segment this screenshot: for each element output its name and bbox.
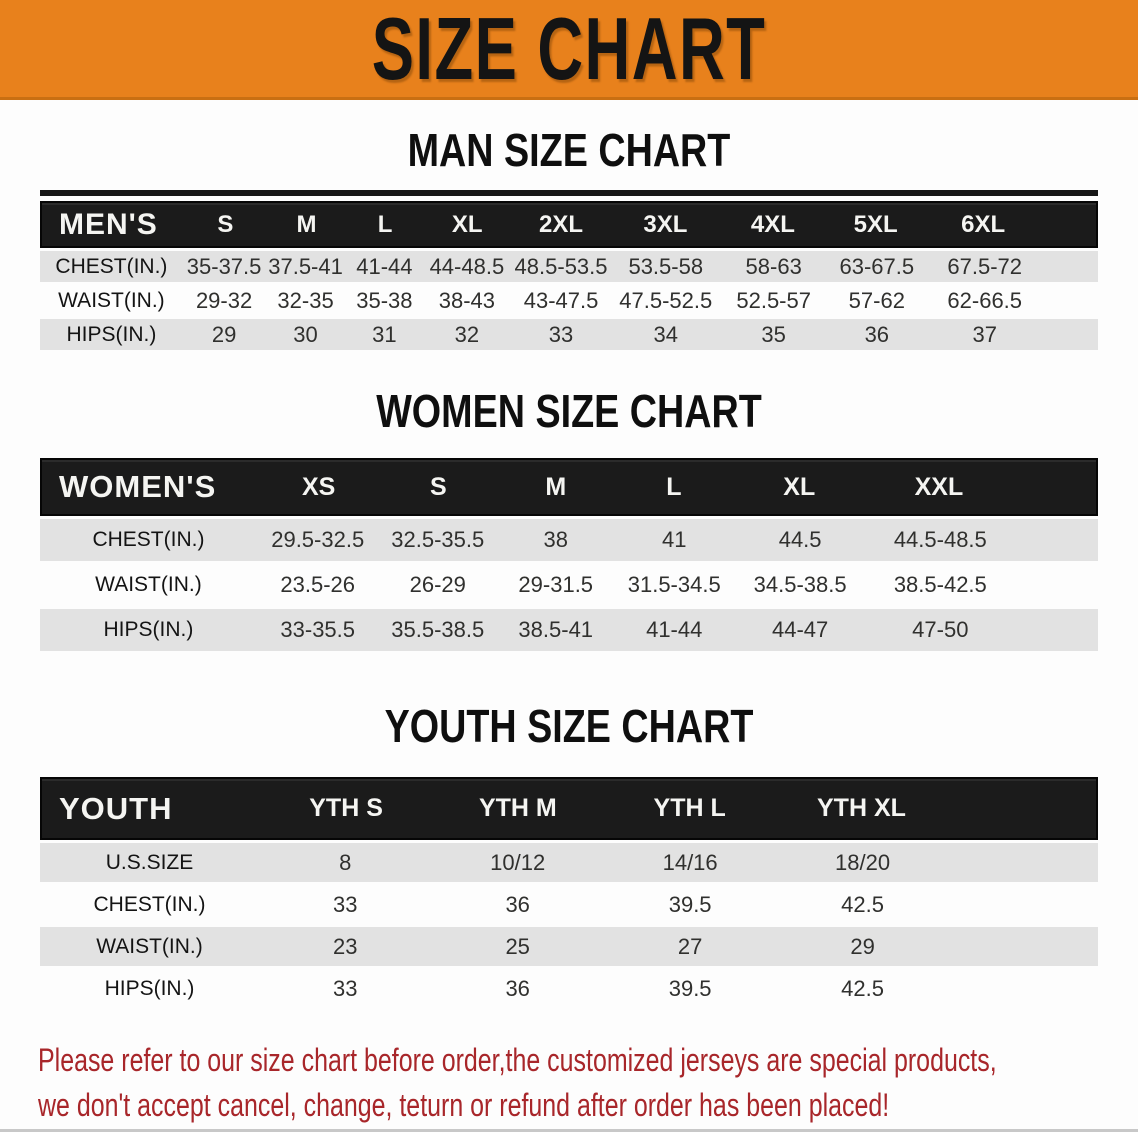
table-row [40, 927, 1098, 966]
column-header: M [296, 210, 317, 238]
disclaimer-line-1: Please refer to our size chart before order,the customized jerseys are special products, [38, 1042, 997, 1078]
table-row [40, 885, 1098, 924]
table-row [40, 969, 1098, 1008]
column-header: 2XL [539, 210, 584, 238]
size-cell: 18/20 [835, 849, 891, 875]
row-label: CHEST(IN.) [55, 254, 168, 278]
table-row [40, 285, 1098, 316]
size-cell: 58-63 [745, 253, 802, 279]
column-header: L [377, 210, 393, 238]
size-cell: 57-62 [848, 287, 905, 313]
size-cell: 62-66.5 [947, 287, 1023, 313]
column-header: 4XL [750, 210, 795, 238]
size-cell: 23 [332, 933, 358, 959]
youth-group-label: YOUTH [59, 790, 173, 826]
size-cell: 44.5-48.5 [893, 527, 987, 552]
women-section [0, 385, 1138, 651]
size-cell: 29 [211, 321, 237, 347]
table-row [40, 319, 1098, 350]
size-cell: 52.5-57 [736, 287, 811, 313]
size-cell: 29.5-32.5 [271, 527, 365, 552]
size-cell: 35.5-38.5 [391, 617, 485, 642]
size-cell: 34 [653, 321, 678, 347]
women-size-table [40, 458, 1098, 651]
size-cell: 67.5-72 [947, 253, 1023, 279]
size-cell: 48.5-53.5 [514, 253, 608, 279]
women-table-header-row [40, 458, 1098, 516]
size-cell: 25 [505, 933, 530, 959]
table-row [40, 519, 1098, 561]
table-row [40, 609, 1098, 651]
men-section [0, 124, 1138, 350]
size-cell: 39.5 [668, 975, 712, 1001]
size-cell: 44-47 [771, 617, 829, 642]
size-cell: 38.5-41 [518, 617, 594, 642]
size-cell: 33 [332, 975, 358, 1001]
size-cell: 44.5 [778, 527, 822, 552]
column-header: 6XL [961, 210, 1006, 238]
page-title: SIZE CHART [371, 0, 767, 98]
men-size-table [40, 190, 1098, 350]
size-cell: 14/16 [662, 849, 718, 875]
column-header: XXL [914, 472, 964, 501]
row-label: CHEST(IN.) [92, 528, 205, 551]
column-header: YTH L [653, 794, 726, 822]
size-cell: 39.5 [668, 891, 712, 917]
row-label: WAIST(IN.) [58, 288, 165, 312]
youth-table-header-row [40, 777, 1098, 840]
women-section-heading: WOMEN SIZE CHART [376, 385, 762, 437]
size-cell: 10/12 [490, 849, 546, 875]
size-cell: 29-31.5 [518, 572, 594, 597]
column-header: YTH XL [817, 794, 906, 822]
column-header: XL [783, 472, 816, 501]
men-group-label: MEN'S [59, 207, 158, 241]
disclaimer [0, 1038, 1138, 1128]
size-cell: 63-67.5 [839, 253, 915, 279]
column-header: S [429, 472, 447, 501]
row-label: U.S.SIZE [105, 850, 194, 874]
size-cell: 32 [454, 321, 480, 347]
youth-size-table [40, 777, 1098, 1008]
size-cell: 36 [505, 891, 530, 917]
column-header: YTH S [309, 794, 383, 822]
size-cell: 29 [850, 933, 875, 959]
size-cell: 38-43 [438, 287, 496, 313]
size-cell: 41-44 [356, 253, 413, 279]
size-cell: 42.5 [841, 975, 884, 1001]
table-row [40, 564, 1098, 606]
size-cell: 43-47.5 [523, 287, 599, 313]
size-cell: 41-44 [646, 617, 703, 642]
disclaimer-line-2: we don't accept cancel, change, teturn or refund after order has been placed! [38, 1086, 890, 1123]
size-cell: 38.5-42.5 [893, 572, 987, 597]
size-cell: 47.5-52.5 [619, 287, 713, 313]
size-cell: 35-37.5 [186, 253, 262, 279]
size-cell: 34.5-38.5 [753, 572, 847, 597]
column-header: 5XL [853, 210, 898, 238]
size-cell: 31 [372, 321, 397, 347]
size-cell: 53.5-58 [628, 253, 704, 279]
size-cell: 36 [864, 321, 890, 347]
youth-section [0, 700, 1138, 1008]
column-header: XL [451, 210, 483, 238]
size-cell: 26-29 [409, 572, 466, 597]
row-label: WAIST(IN.) [95, 573, 202, 596]
row-label: CHEST(IN.) [93, 892, 206, 916]
table-row [40, 251, 1098, 282]
size-cell: 33 [332, 891, 358, 917]
size-cell: 42.5 [841, 891, 884, 917]
size-cell: 47-50 [912, 617, 969, 642]
size-cell: 36 [505, 975, 530, 1001]
size-cell: 35 [761, 321, 786, 347]
size-cell: 38 [543, 527, 568, 552]
size-cell: 33 [548, 321, 574, 347]
row-label: HIPS(IN.) [66, 322, 157, 346]
size-cell: 44-48.5 [429, 253, 505, 279]
row-label: WAIST(IN.) [96, 934, 203, 958]
men-table-header-row [40, 201, 1098, 248]
size-cell: 30 [293, 321, 318, 347]
size-cell: 29-32 [195, 287, 253, 313]
size-cell: 37.5-41 [268, 253, 343, 279]
column-header: YTH M [478, 794, 557, 822]
column-header: L [666, 472, 682, 501]
size-cell: 37 [972, 321, 997, 347]
column-header: XS [301, 472, 336, 501]
size-cell: 35-38 [356, 287, 413, 313]
men-table-topline [40, 190, 1098, 196]
size-cell: 8 [339, 849, 352, 875]
youth-section-heading: YOUTH SIZE CHART [384, 700, 754, 752]
size-cell: 41 [661, 527, 687, 552]
size-cell: 27 [677, 933, 703, 959]
men-section-heading: MAN SIZE CHART [407, 124, 731, 176]
table-row [40, 843, 1098, 882]
size-cell: 31.5-34.5 [627, 572, 721, 597]
size-cell: 33-35.5 [280, 617, 356, 642]
column-header: M [545, 472, 567, 501]
size-chart-banner [0, 0, 1138, 100]
size-cell: 32.5-35.5 [391, 527, 485, 552]
column-header: 3XL [643, 210, 688, 238]
row-label: HIPS(IN.) [104, 976, 195, 1000]
size-cell: 23.5-26 [280, 572, 356, 597]
women-group-label: WOMEN'S [59, 469, 217, 504]
column-header: S [217, 210, 234, 238]
size-cell: 32-35 [277, 287, 334, 313]
row-label: HIPS(IN.) [103, 618, 194, 641]
